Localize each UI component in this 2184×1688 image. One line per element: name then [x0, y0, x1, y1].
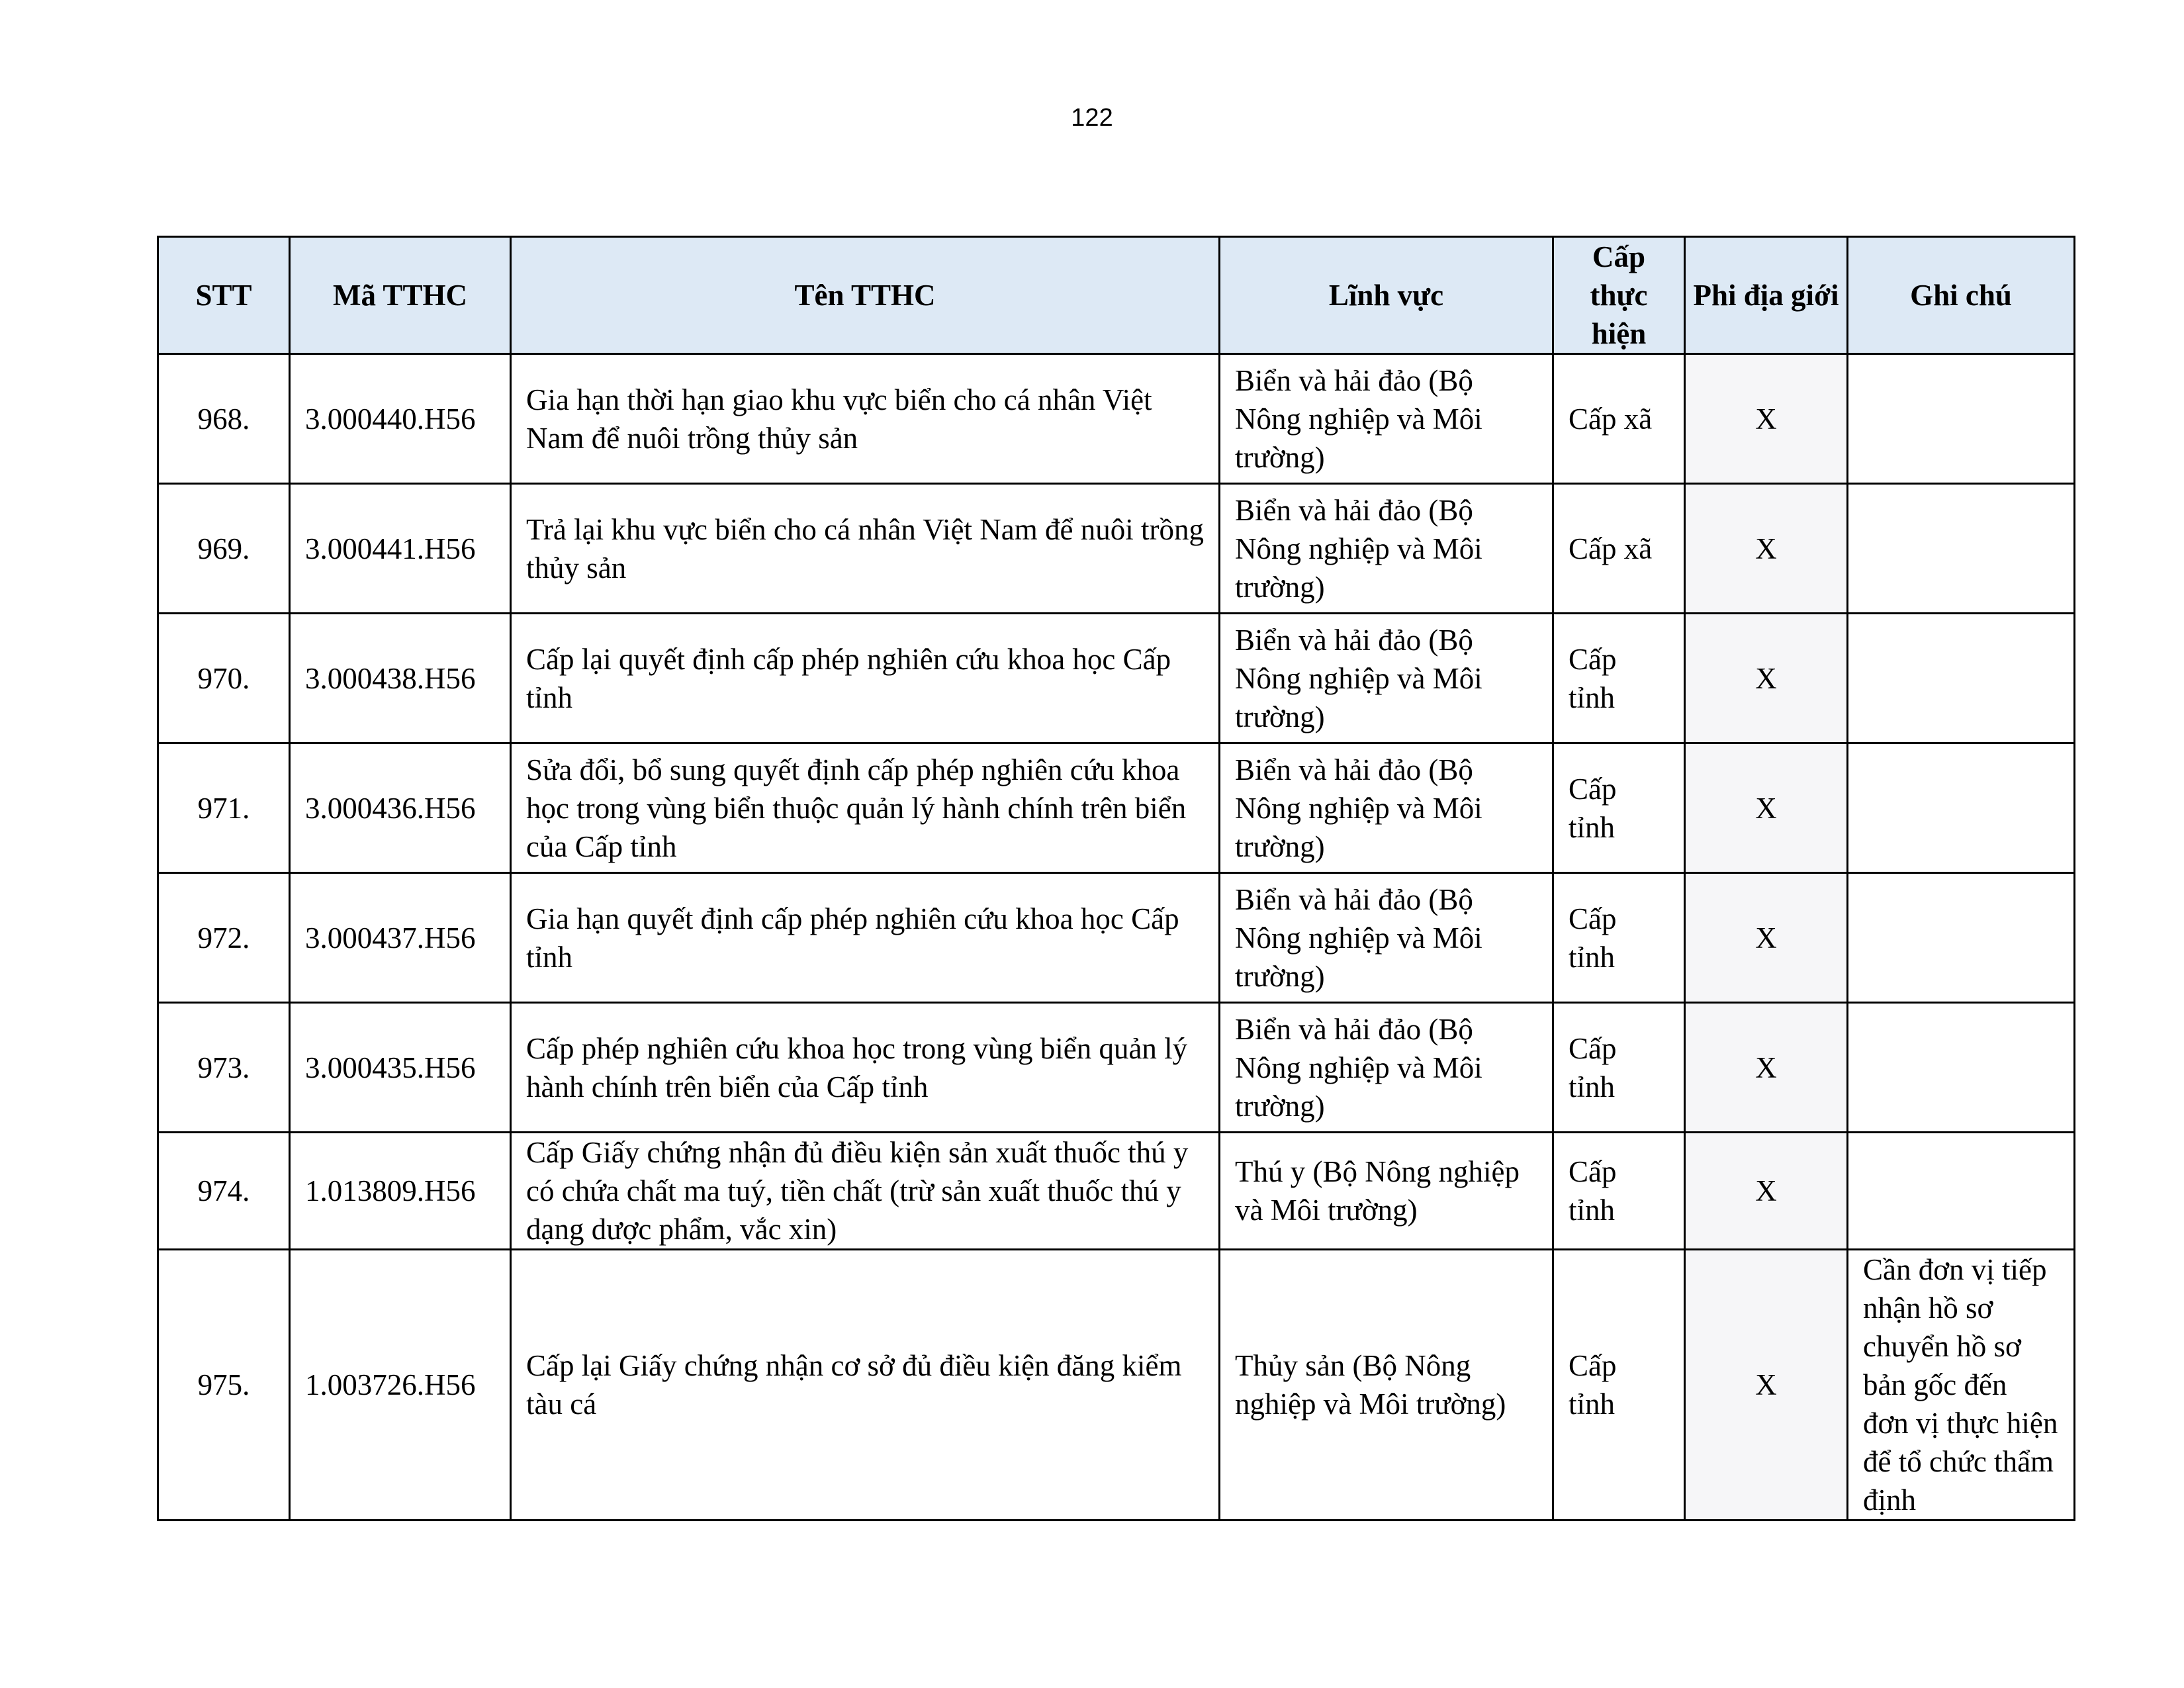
cell-level: Cấp tỉnh: [1553, 614, 1685, 743]
cell-stt: 974.: [158, 1133, 290, 1250]
header-field: Lĩnh vực: [1220, 237, 1553, 354]
cell-non-geo: X: [1685, 1003, 1848, 1133]
table-row: [158, 614, 2075, 743]
cell-stt: 975.: [158, 1250, 290, 1521]
table-row: [158, 1250, 2075, 1521]
cell-code: 3.000435.H56: [290, 1003, 511, 1133]
cell-level: Cấp tỉnh: [1553, 1133, 1685, 1250]
procedures-table: [157, 236, 2075, 1521]
cell-note: [1848, 743, 2075, 873]
cell-stt: 969.: [158, 484, 290, 614]
cell-name: Cấp phép nghiên cứu khoa học trong vùng biển quản lý hành chính trên biển của Cấp tỉnh: [511, 1003, 1220, 1133]
header-note: Ghi chú: [1848, 237, 2075, 354]
page-number: 122: [1071, 104, 1113, 132]
cell-code: 3.000438.H56: [290, 614, 511, 743]
table-header-row: [158, 237, 2075, 354]
cell-stt: 973.: [158, 1003, 290, 1133]
cell-field: Biển và hải đảo (Bộ Nông nghiệp và Môi trường): [1220, 614, 1553, 743]
cell-field: Biển và hải đảo (Bộ Nông nghiệp và Môi trường): [1220, 873, 1553, 1003]
cell-note: [1848, 484, 2075, 614]
header-name: Tên TTHC: [511, 237, 1220, 354]
cell-note: Cần đơn vị tiếp nhận hồ sơ chuyển hồ sơ bản gốc đến đơn vị thực hiện để tổ chức thẩm định: [1848, 1250, 2075, 1521]
cell-note: [1848, 354, 2075, 484]
table-row: [158, 1133, 2075, 1250]
cell-name: Trả lại khu vực biển cho cá nhân Việt Nam để nuôi trồng thủy sản: [511, 484, 1220, 614]
cell-non-geo: X: [1685, 614, 1848, 743]
cell-field: Thủy sản (Bộ Nông nghiệp và Môi trường): [1220, 1250, 1553, 1521]
cell-field: Biển và hải đảo (Bộ Nông nghiệp và Môi trường): [1220, 484, 1553, 614]
table-row: [158, 743, 2075, 873]
cell-level: Cấp tỉnh: [1553, 873, 1685, 1003]
cell-stt: 968.: [158, 354, 290, 484]
cell-field: Biển và hải đảo (Bộ Nông nghiệp và Môi trường): [1220, 354, 1553, 484]
header-level: Cấp thực hiện: [1553, 237, 1685, 354]
cell-level: Cấp tỉnh: [1553, 743, 1685, 873]
cell-non-geo: X: [1685, 873, 1848, 1003]
cell-name: Cấp Giấy chứng nhận đủ điều kiện sản xuất thuốc thú y có chứa chất ma tuý, tiền chất (trừ sản xuất thuốc thú y dạng dược phẩm, vắc xin): [511, 1133, 1220, 1250]
cell-stt: 972.: [158, 873, 290, 1003]
cell-note: [1848, 1003, 2075, 1133]
cell-note: [1848, 1133, 2075, 1250]
cell-code: 3.000437.H56: [290, 873, 511, 1003]
cell-stt: 970.: [158, 614, 290, 743]
cell-code: 3.000440.H56: [290, 354, 511, 484]
cell-level: Cấp xã: [1553, 354, 1685, 484]
header-code: Mã TTHC: [290, 237, 511, 354]
cell-level: Cấp tỉnh: [1553, 1250, 1685, 1521]
cell-non-geo: X: [1685, 354, 1848, 484]
table-row: [158, 1003, 2075, 1133]
cell-level: Cấp tỉnh: [1553, 1003, 1685, 1133]
cell-note: [1848, 873, 2075, 1003]
cell-note: [1848, 614, 2075, 743]
cell-code: 1.013809.H56: [290, 1133, 511, 1250]
cell-non-geo: X: [1685, 1133, 1848, 1250]
cell-name: Cấp lại Giấy chứng nhận cơ sở đủ điều kiện đăng kiểm tàu cá: [511, 1250, 1220, 1521]
cell-field: Thú y (Bộ Nông nghiệp và Môi trường): [1220, 1133, 1553, 1250]
cell-stt: 971.: [158, 743, 290, 873]
cell-name: Cấp lại quyết định cấp phép nghiên cứu khoa học Cấp tỉnh: [511, 614, 1220, 743]
cell-non-geo: X: [1685, 484, 1848, 614]
cell-field: Biển và hải đảo (Bộ Nông nghiệp và Môi trường): [1220, 1003, 1553, 1133]
cell-level: Cấp xã: [1553, 484, 1685, 614]
table-row: [158, 484, 2075, 614]
cell-name: Sửa đổi, bổ sung quyết định cấp phép nghiên cứu khoa học trong vùng biển thuộc quản lý hành chính trên biển của Cấp tỉnh: [511, 743, 1220, 873]
cell-non-geo: X: [1685, 1250, 1848, 1521]
table-row: [158, 873, 2075, 1003]
header-non-geo: Phi địa giới: [1685, 237, 1848, 354]
cell-name: Gia hạn thời hạn giao khu vực biển cho cá nhân Việt Nam để nuôi trồng thủy sản: [511, 354, 1220, 484]
table-row: [158, 354, 2075, 484]
cell-non-geo: X: [1685, 743, 1848, 873]
cell-field: Biển và hải đảo (Bộ Nông nghiệp và Môi trường): [1220, 743, 1553, 873]
cell-code: 3.000441.H56: [290, 484, 511, 614]
cell-name: Gia hạn quyết định cấp phép nghiên cứu khoa học Cấp tỉnh: [511, 873, 1220, 1003]
header-stt: STT: [158, 237, 290, 354]
cell-code: 3.000436.H56: [290, 743, 511, 873]
cell-code: 1.003726.H56: [290, 1250, 511, 1521]
